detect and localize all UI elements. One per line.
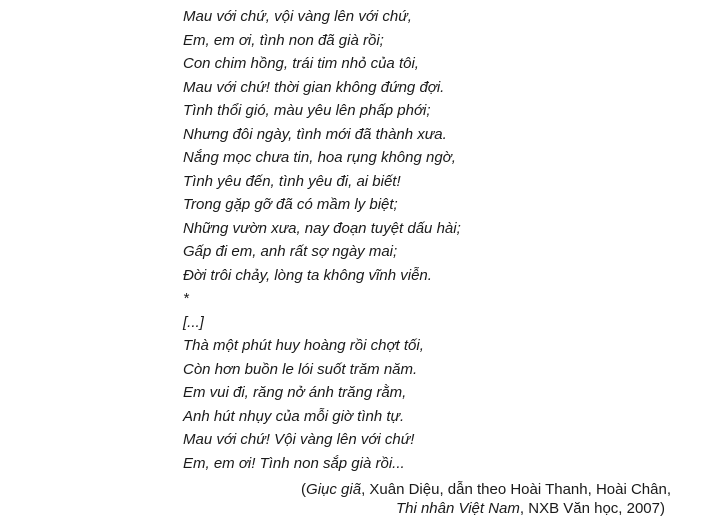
poem-line: Còn hơn buồn le lói suốt trăm năm. [183, 360, 418, 378]
poem-line: Mau với chứ! Vội vàng lên với chứ! [183, 431, 415, 448]
poem-line: Mau với chứ, vội vàng lên với chứ, [183, 8, 412, 25]
poem-line: Gấp đi em, anh rất sợ ngày mai; [183, 243, 398, 260]
poem-line: Đời trôi chảy, lòng ta không vĩnh viễn. [183, 266, 432, 284]
source-citation [301, 480, 671, 518]
poem-line: Mau với chứ! thời gian không đứng đợi. [183, 78, 445, 96]
poem-line: Trong gặp gỡ đã có mầm ly biệt; [183, 196, 398, 213]
citation-line-2 [301, 499, 671, 518]
poem-line: Tình thổi gió, màu yêu lên phấp phới; [183, 102, 431, 119]
poem-line: Con chim hồng, trái tim nhỏ của tôi, [183, 55, 419, 72]
poem-line: Anh hút nhụy của mỗi giờ tình tự. [183, 407, 405, 425]
citation-author-editors: , Xuân Diệu, dẫn theo Hoài Thanh, Hoài Chân, [361, 481, 671, 498]
poem-line: Em, em ơi, tình non đã già rồi; [183, 31, 384, 49]
work-title: Giục giã [306, 481, 362, 498]
citation-open-paren: ( [301, 481, 307, 498]
section-separator: * [183, 290, 189, 307]
poem-line: Em, em ơi! Tình non sắp già rồi... [183, 454, 405, 472]
poem-line: Nắng mọc chưa tin, hoa rụng không ngờ, [183, 149, 456, 166]
citation-publisher: , NXB Văn học, 2007) [519, 500, 665, 517]
omission-mark: [...] [183, 313, 204, 331]
poem-line: Tình yêu đến, tình yêu đi, ai biết! [183, 172, 401, 190]
poem-line: Nhưng đôi ngày, tình mới đã thành xưa. [183, 125, 447, 143]
poem-line: Em vui đi, răng nở ánh trăng rằm, [183, 384, 407, 401]
anthology-title: Thi nhân Việt Nam [395, 500, 520, 517]
citation-line-1 [301, 480, 671, 499]
poem-line: Những vườn xưa, nay đoạn tuyệt dấu hài; [183, 219, 461, 237]
poem-line: Thà một phút huy hoàng rồi chợt tối, [183, 337, 424, 354]
poem-excerpt [183, 5, 461, 475]
